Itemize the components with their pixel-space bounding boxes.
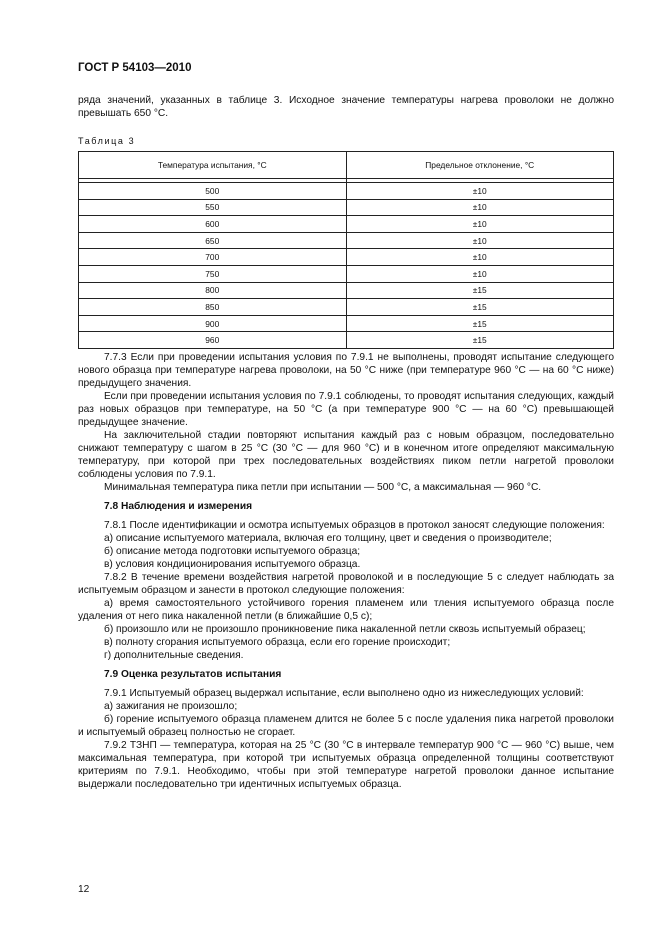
paragraph-7-8-1: 7.8.1 После идентификации и осмотра испытуемых образцов в протокол заносят следующие положения:	[104, 520, 605, 531]
table-row	[79, 199, 614, 216]
document-header: ГОСТ Р 54103—2010	[78, 62, 192, 74]
paragraph-7-9-2: 7.9.2 ТЗНП — температура, которая на 25 °С (30 °С в интервале температур 900 °С — 960 °С) выше, чем максимальная температура, при которой три испытуемых образца определенной толщины соответствуют критериям по 7.9.1. Необходимо, чтобы при этой температуре нагретой проволоки данное испытание выдержали последовательно три идентичных испытуемых образца.	[78, 740, 614, 790]
table-row	[79, 249, 614, 266]
paragraph-7-8-2: 7.8.2 В течение времени воздействия нагретой проволокой и в последующие 5 с следует наблюдать за испытуемым образцом и занести в протокол следующие положения:	[78, 572, 614, 596]
page-number: 12	[78, 884, 90, 895]
temperature-cell: 650	[79, 232, 347, 249]
temperature-cell: 750	[79, 265, 347, 282]
temperature-cell: 600	[79, 216, 347, 233]
intro-paragraph	[78, 94, 614, 120]
deviation-cell: ±10	[346, 216, 614, 233]
list-item-7-8-1-b: б) описание метода подготовки испытуемого образца;	[104, 546, 361, 557]
table-row	[79, 183, 614, 200]
column-header-temperature: Температура испытания, °С	[79, 152, 347, 179]
deviation-cell: ±15	[346, 315, 614, 332]
deviation-cell: ±10	[346, 249, 614, 266]
temperature-cell: 850	[79, 299, 347, 316]
deviation-cell: ±15	[346, 299, 614, 316]
paragraph-7-7-3-d: Минимальная температура пика петли при испытании — 500 °С, а максимальная — 960 °С.	[104, 482, 542, 493]
temperature-cell: 900	[79, 315, 347, 332]
deviation-cell: ±10	[346, 232, 614, 249]
list-item-7-9-1-b: б) горение испытуемого образца пламенем длится не более 5 с после удаления пика нагретой проволоки и испытуемый образец полностью не сгорает.	[78, 714, 614, 738]
list-item-7-9-1-a: а) зажигания не произошло;	[104, 701, 238, 712]
deviation-cell: ±15	[346, 282, 614, 299]
temperature-cell: 700	[79, 249, 347, 266]
table-row	[79, 282, 614, 299]
table-row	[79, 265, 614, 282]
table-row	[79, 315, 614, 332]
deviation-cell: ±10	[346, 265, 614, 282]
paragraph-7-7-3-b: Если при проведении испытания условия по 7.9.1 соблюдены, то проводят испытания следующих, каждый раз новых образцов при температуре, на 50 °С (а при температуре 900 °С — на 60 °С) превышающей предыдущее значение.	[78, 391, 614, 428]
list-item-7-8-2-a: а) время самостоятельного устойчивого горения пламенем или тления испытуемого образца после удаления от него пика накаленной петли (в ближайшие 0,5 с);	[78, 598, 614, 622]
column-header-deviation: Предельное отклонение, °С	[346, 152, 614, 179]
temperature-cell: 500	[79, 183, 347, 200]
list-item-7-8-1-a: а) описание испытуемого материала, включая его толщину, цвет и сведения о производителе;	[104, 533, 552, 544]
list-item-7-8-2-c: в) полноту сгорания испытуемого образца, если его горение происходит;	[104, 637, 451, 648]
section-heading-7-9: 7.9 Оценка результатов испытания	[104, 669, 282, 680]
table-row	[79, 332, 614, 349]
temperature-cell: 960	[79, 332, 347, 349]
table-row	[79, 299, 614, 316]
section-heading-7-8: 7.8 Наблюдения и измерения	[104, 501, 253, 512]
table-row	[79, 216, 614, 233]
paragraph-7-7-3: 7.7.3 Если при проведении испытания условия по 7.9.1 не выполнены, проводят испытание следующего нового образца при температуре нагрева проволоки, на 50 °С ниже (при температуре 960 °С — на 60 °С ниже) предыдущего значения.	[78, 352, 614, 389]
temperature-cell: 800	[79, 282, 347, 299]
deviation-cell: ±10	[346, 199, 614, 216]
deviation-cell: ±10	[346, 183, 614, 200]
list-item-7-8-2-d: г) дополнительные сведения.	[104, 650, 244, 661]
list-item-7-8-2-b: б) произошло или не произошло проникновение пика накаленной петли сквозь испытуемый образец;	[104, 624, 586, 635]
tolerance-table	[78, 151, 614, 349]
table-row	[79, 232, 614, 249]
paragraph-7-7-3-c: На заключительной стадии повторяют испытания каждый раз с новым образцом, последовательно снижают температуру с шагом в 25 °С (30 °С — для 960 °С) и в конечном итоге определяют максимальную температуру, при которой при трех последовательных воздействиях пиком петли нагретой проволоки соблюдены условия по 7.9.1.	[78, 430, 614, 480]
table-caption: Таблица 3	[78, 136, 136, 146]
deviation-cell: ±15	[346, 332, 614, 349]
list-item-7-8-1-c: в) условия кондиционирования испытуемого образца.	[104, 559, 361, 570]
main-text	[78, 351, 614, 791]
temperature-cell: 550	[79, 199, 347, 216]
paragraph-7-9-1: 7.9.1 Испытуемый образец выдержал испытание, если выполнено одно из нижеследующих условий:	[104, 688, 584, 699]
intro-text: ряда значений, указанных в таблице 3. Исходное значение температуры нагрева проволоки не должно превышать 650 °С.	[78, 95, 614, 119]
